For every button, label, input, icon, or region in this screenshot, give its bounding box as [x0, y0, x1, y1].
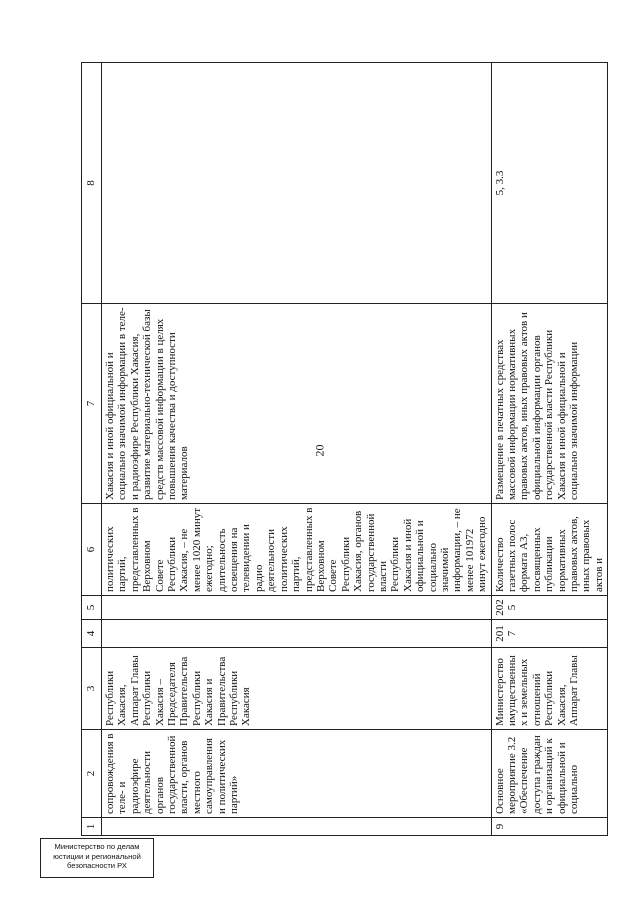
result-cell: Хакасия и иной официальной и социально значимой информации в теле- и радиоэфире Республики Хакасия, развитие материально-технической базы средств массовой информации в целях повышения качества и доступности материалов: [102, 304, 492, 504]
indicator-cell: Количество газетных полос формата А3, посвященных публикации нормативных правовых актов, иных правовых актов и: [491, 504, 608, 596]
link-cell: 5, 3.3: [491, 63, 608, 304]
event-name-cell: Основное мероприятие 3.2 «Обеспечение доступа граждан и организаций к официальной и социально: [491, 730, 608, 818]
page-number: 20: [312, 444, 327, 457]
executor-cell: Республики Хакасия, Аппарат Главы Республики Хакасия – Председателя Правительства Республики Хакасия и Правительства Республики Хакасия: [102, 648, 492, 730]
header-col-4: 4: [82, 620, 102, 648]
row-number-cell: [102, 818, 492, 836]
indicator-cell: политических партий, представленных в Верховном Совете Республики Хакасия, – не менее 1020 минут ежегодно; длительность освещения на телевидении и радио деятельности политических партий, представленных в Верховном Совете Республики Хакасия, органов государственной власти Республики Хакасия и иной официальной и социально значимой информации, – не менее 101972 минут ежегодно: [102, 504, 492, 596]
table-row: [102, 63, 492, 836]
header-col-1: 1: [82, 818, 102, 836]
executor-cell: Министерство имущественных и земельных отношений Республики Хакасия, Аппарат Главы: [491, 648, 608, 730]
event-name-cell: сопровождения в теле- и радиоэфире деятельности органов государственной власти, органов местного самоуправления и политических партий»: [102, 730, 492, 818]
header-col-5: 5: [82, 596, 102, 620]
stamp-line: юстиции и региональной: [53, 851, 141, 861]
registration-stamp: [40, 838, 154, 878]
header-col-3: 3: [82, 648, 102, 730]
program-table: [81, 62, 608, 836]
document-table-area: [81, 62, 605, 836]
stamp-line: безопасности РХ: [67, 861, 127, 871]
table-row: [491, 63, 608, 836]
result-cell: Размещение в печатных средствах массовой информации нормативных правовых актов, иных правовых актов и официальной информации органов государственной власти Республики Хакасия и иной официальной и социально значимой информации: [491, 304, 608, 504]
header-col-2: 2: [82, 730, 102, 818]
start-year-cell: [102, 620, 492, 648]
start-year-cell: 2017: [491, 620, 608, 648]
stamp-line: Министерство по делам: [54, 842, 140, 851]
end-year-cell: 2025: [491, 596, 608, 620]
header-col-6: 6: [82, 504, 102, 596]
header-col-8: 8: [82, 63, 102, 304]
row-number-cell: 9: [491, 818, 608, 836]
link-cell: [102, 63, 492, 304]
table-header-row: [82, 63, 102, 836]
header-col-7: 7: [82, 304, 102, 504]
end-year-cell: [102, 596, 492, 620]
